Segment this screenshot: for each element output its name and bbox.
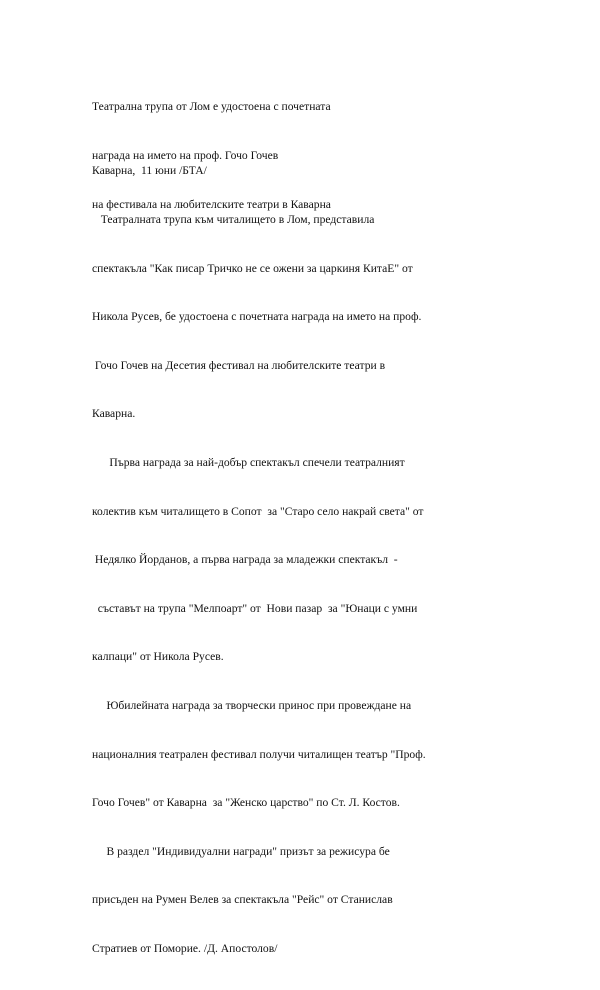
body-line: колектив към читалището в Сопот за "Старо село накрай света" от — [92, 504, 424, 518]
body-line: Първа награда за най-добър спектакъл спечели театралният — [92, 455, 405, 469]
dateline: Каварна, 11 юни /БТА/ — [92, 164, 207, 178]
body-line: националния театрален фестивал получи читалищен театър "Проф. — [92, 747, 426, 761]
title-line-1: Театрална трупа от Лом е удостоена с почетната — [92, 100, 331, 114]
body-line: спектакъла "Как писар Тричко не се ожени за царкиня КитаЕ" от — [92, 261, 413, 275]
body-line: присъден на Румен Велев за спектакъла "Рейс" от Станислав — [92, 893, 393, 907]
body-line: Театралната трупа към читалището в Лом, представила — [92, 213, 375, 226]
body-line: В раздел "Индивидуални награди" призът за режисура бе — [92, 844, 390, 858]
body-line: Юбилейната награда за творчески принос при провеждане на — [92, 698, 412, 712]
title-line-2: награда на името на проф. Гочо Гочев — [92, 149, 279, 162]
body-line: Стратиев от Поморие. /Д. Апостолов/ — [92, 941, 278, 955]
body-line: калпаци" от Никола Русев. — [92, 650, 224, 664]
body-line: Никола Русев, бе удостоена с почетната награда на името на проф. — [92, 310, 422, 324]
article-body — [92, 131, 512, 990]
body-line: Каварна. — [92, 407, 136, 421]
body-line: Гочо Гочев" от Каварна за "Женско царство" по Ст. Л. Костов. — [92, 796, 400, 810]
title-line-3: на фестивала на любителските театри в Каварна — [92, 197, 331, 211]
body-line: Недялко Йорданов, а първа награда за младежки спектакъл - — [92, 553, 398, 567]
body-line: съставът на трупа "Мелпоарт" от Нови пазар за "Юнаци с умни — [92, 601, 418, 615]
body-line: Гочо Гочев на Десетия фестивал на любителските театри в — [92, 358, 386, 372]
